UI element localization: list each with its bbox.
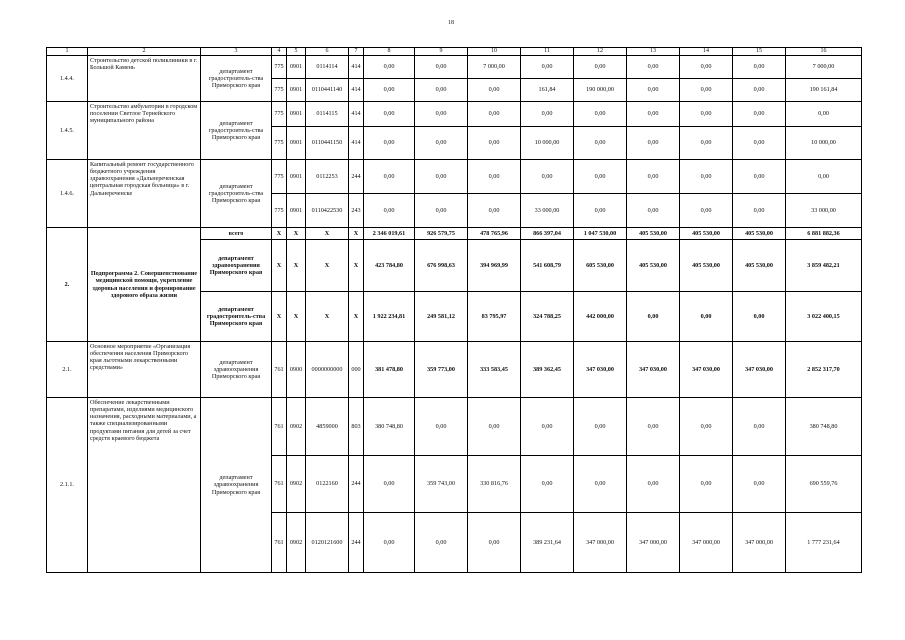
table-cell: 244 bbox=[349, 160, 364, 194]
col-header: 13 bbox=[627, 48, 680, 56]
col-header: 6 bbox=[306, 48, 349, 56]
table-cell: 414 bbox=[349, 102, 364, 127]
table-cell: 414 bbox=[349, 79, 364, 102]
table-cell: 405 530,00 bbox=[627, 240, 680, 292]
table-cell: 0,00 bbox=[680, 456, 733, 513]
table-cell: 405 530,00 bbox=[733, 240, 786, 292]
table-cell: 0120121600 bbox=[306, 513, 349, 573]
table-cell: 761 bbox=[272, 342, 287, 398]
row-number: 1.4.4. bbox=[47, 56, 88, 102]
table-cell: 541 608,79 bbox=[521, 240, 574, 292]
table-cell: 0,00 bbox=[680, 292, 733, 342]
table-cell: 4859000 bbox=[306, 398, 349, 456]
table-cell: 244 bbox=[349, 513, 364, 573]
table-cell: 243 bbox=[349, 194, 364, 228]
table-cell: 83 795,97 bbox=[468, 292, 521, 342]
table-cell: 0,00 bbox=[627, 292, 680, 342]
table-cell: 0,00 bbox=[627, 456, 680, 513]
table-cell: 359 743,00 bbox=[415, 456, 468, 513]
row-department: департамент здравоохранения Приморского края bbox=[201, 398, 272, 573]
table-cell: 0,00 bbox=[521, 56, 574, 79]
table-cell: 478 765,96 bbox=[468, 228, 521, 240]
table-cell: X bbox=[306, 228, 349, 240]
table-cell: 33 000,00 bbox=[521, 194, 574, 228]
table-cell: 0901 bbox=[287, 127, 306, 160]
table-cell: 347 030,00 bbox=[627, 342, 680, 398]
table-cell: 0,00 bbox=[627, 398, 680, 456]
table-cell: 0,00 bbox=[627, 160, 680, 194]
table-cell: 0,00 bbox=[627, 56, 680, 79]
table-cell: 0,00 bbox=[415, 398, 468, 456]
table-cell: 0,00 bbox=[364, 160, 415, 194]
row-number: 2.1. bbox=[47, 342, 88, 398]
table-cell: 0112253 bbox=[306, 160, 349, 194]
table-cell: 775 bbox=[272, 127, 287, 160]
table-cell: 0,00 bbox=[415, 102, 468, 127]
table-cell: 0,00 bbox=[468, 127, 521, 160]
col-header: 15 bbox=[733, 48, 786, 56]
row-department: департамент здравоохранения Приморского края bbox=[201, 342, 272, 398]
table-cell: 0,00 bbox=[574, 160, 627, 194]
table-cell: 3 022 400,15 bbox=[786, 292, 862, 342]
table-cell: 442 000,00 bbox=[574, 292, 627, 342]
table-cell: 389 362,45 bbox=[521, 342, 574, 398]
col-header: 14 bbox=[680, 48, 733, 56]
table-row bbox=[47, 56, 862, 79]
table-cell: 333 583,45 bbox=[468, 342, 521, 398]
table-cell: 000 bbox=[349, 342, 364, 398]
table-cell: 0,00 bbox=[468, 194, 521, 228]
table-cell: 0,00 bbox=[364, 513, 415, 573]
table-cell: 359 773,00 bbox=[415, 342, 468, 398]
table-cell: 405 530,00 bbox=[627, 228, 680, 240]
table-row bbox=[47, 160, 862, 194]
table-cell: 0,00 bbox=[574, 194, 627, 228]
table-cell: 347 000,00 bbox=[680, 513, 733, 573]
table-cell: 6 881 882,36 bbox=[786, 228, 862, 240]
table-cell: 775 bbox=[272, 160, 287, 194]
table-cell: 0,00 bbox=[521, 456, 574, 513]
table-cell: 0,00 bbox=[364, 456, 415, 513]
table-cell: 0114114 bbox=[306, 56, 349, 79]
col-header: 8 bbox=[364, 48, 415, 56]
table-cell: 0901 bbox=[287, 102, 306, 127]
row-name: Капитальный ремонт государственного бюджетного учреждения здравоохранения «Дальнереченская центральная городская больница» в г. Дальнереченске bbox=[88, 160, 201, 228]
table-cell: 0,00 bbox=[364, 127, 415, 160]
table-cell: 0,00 bbox=[415, 194, 468, 228]
col-header: 11 bbox=[521, 48, 574, 56]
table-cell: 0,00 bbox=[364, 102, 415, 127]
table-cell: 761 bbox=[272, 456, 287, 513]
table-cell: 0,00 bbox=[627, 194, 680, 228]
table-cell: 405 530,00 bbox=[680, 228, 733, 240]
table-cell: 775 bbox=[272, 56, 287, 79]
table-cell: 414 bbox=[349, 127, 364, 160]
table-cell: 0,00 bbox=[574, 456, 627, 513]
table-cell: 0,00 bbox=[786, 102, 862, 127]
col-header: 4 bbox=[272, 48, 287, 56]
table-cell: 0110441140 bbox=[306, 79, 349, 102]
row-name: Обеспечение лекарственными препаратами, изделиями медицинского назначения, расходными материалами, а также специализированными продуктами питания для детей за счет средств краевого бюджета bbox=[88, 398, 201, 573]
row-name: Строительство детской поликлиники в г. Большой Камень bbox=[88, 56, 201, 102]
column-number-row bbox=[47, 48, 862, 56]
table-cell: 2 852 317,70 bbox=[786, 342, 862, 398]
table-cell: 347 000,00 bbox=[627, 513, 680, 573]
table-cell: 1 047 530,00 bbox=[574, 228, 627, 240]
table-cell: 761 bbox=[272, 513, 287, 573]
table-cell: X bbox=[287, 292, 306, 342]
table-cell: 0,00 bbox=[680, 56, 733, 79]
col-header: 9 bbox=[415, 48, 468, 56]
table-cell: 347 000,00 bbox=[574, 513, 627, 573]
col-header: 10 bbox=[468, 48, 521, 56]
table-cell: 380 748,80 bbox=[786, 398, 862, 456]
table-cell: 0,00 bbox=[415, 79, 468, 102]
row-number: 2. bbox=[47, 228, 88, 342]
table-cell: 0,00 bbox=[680, 102, 733, 127]
table-cell: 803 bbox=[349, 398, 364, 456]
table-cell: 414 bbox=[349, 56, 364, 79]
table-cell: 0,00 bbox=[680, 127, 733, 160]
row-department: департамент градостроитель-ства Приморского края bbox=[201, 102, 272, 160]
table-cell: 0,00 bbox=[733, 292, 786, 342]
table-cell: 0902 bbox=[287, 398, 306, 456]
table-cell: 190 000,00 bbox=[574, 79, 627, 102]
table-cell: 0,00 bbox=[468, 79, 521, 102]
table-cell: 405 530,00 bbox=[680, 240, 733, 292]
table-cell: 394 969,99 bbox=[468, 240, 521, 292]
table-cell: 0,00 bbox=[574, 102, 627, 127]
table-cell: X bbox=[349, 240, 364, 292]
table-cell: 0900 bbox=[287, 342, 306, 398]
table-cell: 3 859 482,21 bbox=[786, 240, 862, 292]
row-number: 1.4.5. bbox=[47, 102, 88, 160]
table-cell: 380 748,80 bbox=[364, 398, 415, 456]
table-cell: 10 000,00 bbox=[786, 127, 862, 160]
row-total-label: всего bbox=[201, 228, 272, 240]
table-cell: 0901 bbox=[287, 56, 306, 79]
row-number: 2.1.1. bbox=[47, 398, 88, 573]
table-cell: 389 231,64 bbox=[521, 513, 574, 573]
table-cell: 0,00 bbox=[521, 160, 574, 194]
table-cell: 0,00 bbox=[680, 160, 733, 194]
table-cell: 0,00 bbox=[627, 102, 680, 127]
table-cell: 0110422530 bbox=[306, 194, 349, 228]
table-cell: 0,00 bbox=[733, 398, 786, 456]
table-cell: 775 bbox=[272, 102, 287, 127]
table-cell: 0,00 bbox=[468, 513, 521, 573]
table-row bbox=[47, 102, 862, 127]
table-cell: 0,00 bbox=[574, 56, 627, 79]
row-department: департамент градостроитель-ства Приморского края bbox=[201, 292, 272, 342]
table-cell: 0000000000 bbox=[306, 342, 349, 398]
table-cell: 1 777 231,64 bbox=[786, 513, 862, 573]
table-row bbox=[47, 398, 862, 456]
row-department: департамент градостроитель-ства Приморского края bbox=[201, 160, 272, 228]
table-cell: 0,00 bbox=[680, 79, 733, 102]
table-cell: 0901 bbox=[287, 194, 306, 228]
table-cell: X bbox=[272, 228, 287, 240]
table-cell: 0,00 bbox=[364, 56, 415, 79]
table-cell: 0,00 bbox=[415, 160, 468, 194]
table-cell: 244 bbox=[349, 456, 364, 513]
table-cell: 761 bbox=[272, 398, 287, 456]
table-cell: X bbox=[349, 228, 364, 240]
table-cell: 0,00 bbox=[468, 102, 521, 127]
table-cell: 0902 bbox=[287, 513, 306, 573]
table-cell: 0,00 bbox=[627, 127, 680, 160]
table-cell: 381 478,80 bbox=[364, 342, 415, 398]
table-cell: X bbox=[287, 240, 306, 292]
table-cell: 347 030,00 bbox=[680, 342, 733, 398]
table-cell: 10 000,00 bbox=[521, 127, 574, 160]
table-cell: 0,00 bbox=[468, 398, 521, 456]
table-cell: 690 559,76 bbox=[786, 456, 862, 513]
row-department: департамент градостроитель-ства Приморского края bbox=[201, 56, 272, 102]
table-cell: 324 788,25 bbox=[521, 292, 574, 342]
table-cell: 0,00 bbox=[364, 79, 415, 102]
table-cell: 249 581,12 bbox=[415, 292, 468, 342]
table-cell: 0,00 bbox=[680, 398, 733, 456]
table-cell: X bbox=[349, 292, 364, 342]
table-cell: 0901 bbox=[287, 79, 306, 102]
table-cell: 0,00 bbox=[733, 102, 786, 127]
table-cell: 775 bbox=[272, 79, 287, 102]
table-cell: 2 346 019,61 bbox=[364, 228, 415, 240]
table-cell: 775 bbox=[272, 194, 287, 228]
table-cell: 161,84 bbox=[521, 79, 574, 102]
table-cell: 7 000,00 bbox=[786, 56, 862, 79]
table-cell: 347 030,00 bbox=[574, 342, 627, 398]
table-cell: 676 998,63 bbox=[415, 240, 468, 292]
table-cell: 0901 bbox=[287, 160, 306, 194]
row-name: Строительство амбулатории в городском поселении Светлое Тернейского муниципального района bbox=[88, 102, 201, 160]
table-cell: 0110441150 bbox=[306, 127, 349, 160]
table-cell: 190 161,84 bbox=[786, 79, 862, 102]
table-cell: 0,00 bbox=[364, 194, 415, 228]
col-header: 2 bbox=[88, 48, 201, 56]
row-department: департамент здравоохранения Приморского края bbox=[201, 240, 272, 292]
table-cell: 926 579,75 bbox=[415, 228, 468, 240]
table-cell: 0,00 bbox=[733, 127, 786, 160]
table-cell: X bbox=[306, 240, 349, 292]
table-cell: 0,00 bbox=[415, 56, 468, 79]
table-cell: 0,00 bbox=[415, 127, 468, 160]
table-row bbox=[47, 228, 862, 240]
table-cell: 33 000,00 bbox=[786, 194, 862, 228]
col-header: 3 bbox=[201, 48, 272, 56]
table-cell: 347 000,00 bbox=[733, 513, 786, 573]
page-number: 18 bbox=[448, 20, 454, 26]
col-header: 7 bbox=[349, 48, 364, 56]
col-header: 16 bbox=[786, 48, 862, 56]
table-cell: 0,00 bbox=[415, 513, 468, 573]
table-cell: 0,00 bbox=[733, 194, 786, 228]
table-cell: 866 397,04 bbox=[521, 228, 574, 240]
table-cell: 0,00 bbox=[521, 102, 574, 127]
col-header: 1 bbox=[47, 48, 88, 56]
table-cell: 0,00 bbox=[680, 194, 733, 228]
budget-table bbox=[46, 47, 862, 573]
table-cell: 330 816,76 bbox=[468, 456, 521, 513]
table-cell: 7 000,00 bbox=[468, 56, 521, 79]
table-cell: X bbox=[272, 292, 287, 342]
table-cell: 423 784,80 bbox=[364, 240, 415, 292]
table-cell: 605 530,00 bbox=[574, 240, 627, 292]
table-cell: 0902 bbox=[287, 456, 306, 513]
table-cell: 347 030,00 bbox=[733, 342, 786, 398]
col-header: 5 bbox=[287, 48, 306, 56]
table-row bbox=[47, 342, 862, 398]
col-header: 12 bbox=[574, 48, 627, 56]
table-cell: 405 530,00 bbox=[733, 228, 786, 240]
table-cell: 0,00 bbox=[468, 160, 521, 194]
table-cell: X bbox=[272, 240, 287, 292]
table-cell: 0114115 bbox=[306, 102, 349, 127]
table-cell: 0,00 bbox=[733, 56, 786, 79]
table-cell: 0,00 bbox=[574, 398, 627, 456]
row-name: Подпрограмма 2. Совершенствование медицинской помощи, укрепление здоровья населения и формирование здорового образа жизни bbox=[88, 228, 201, 342]
table-cell: 0,00 bbox=[733, 456, 786, 513]
table-cell: 0,00 bbox=[733, 160, 786, 194]
row-name: Основное мероприятие «Организация обеспечения населения Приморского края льготными лекарственными средствами» bbox=[88, 342, 201, 398]
table-cell: X bbox=[287, 228, 306, 240]
table-cell: 0,00 bbox=[627, 79, 680, 102]
table-cell: 0,00 bbox=[786, 160, 862, 194]
table-cell: 0,00 bbox=[574, 127, 627, 160]
row-number: 1.4.6. bbox=[47, 160, 88, 228]
table-cell: 0,00 bbox=[733, 79, 786, 102]
table-cell: 0,00 bbox=[521, 398, 574, 456]
table-cell: 1 922 234,81 bbox=[364, 292, 415, 342]
table-cell: X bbox=[306, 292, 349, 342]
table-cell: 0122160 bbox=[306, 456, 349, 513]
